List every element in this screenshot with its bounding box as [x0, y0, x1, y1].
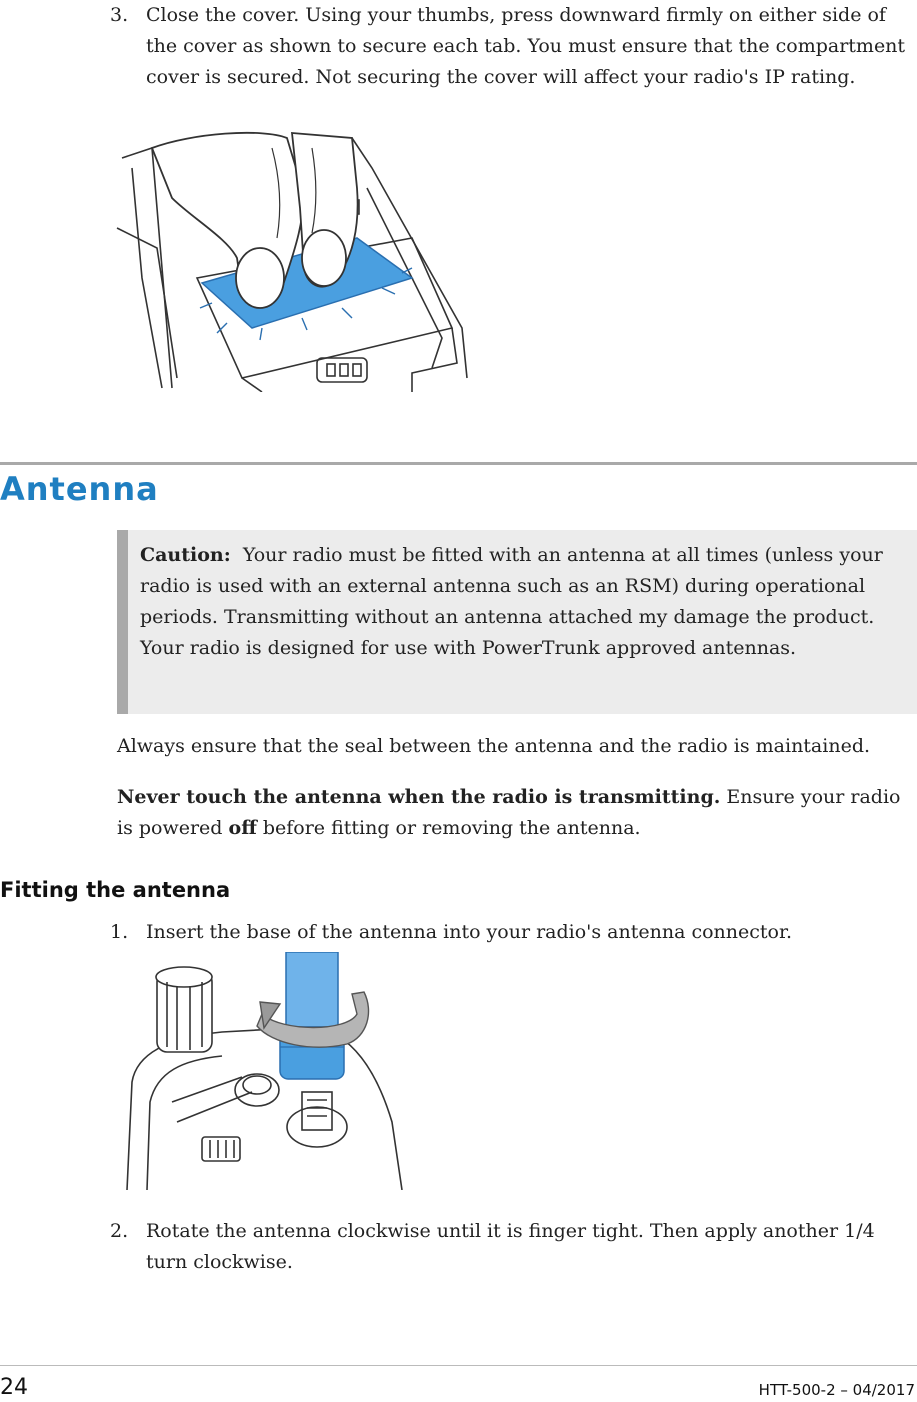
step-2-number: 2.	[110, 1220, 129, 1242]
caution-content	[140, 540, 910, 664]
caution-box	[117, 530, 917, 714]
transmit-warning-text-b: before fitting or removing the antenna.	[256, 817, 641, 839]
page-number: 24	[0, 1375, 28, 1400]
subsection-title-fitting: Fitting the antenna	[0, 878, 231, 902]
step-1-text: Insert the base of the antenna into your radio's antenna connector.	[146, 921, 793, 943]
transmit-warning-text-a: Ensure your radio is powered	[117, 786, 901, 839]
step-3-text: Close the cover. Using your thumbs, press downward firmly on either side of the cover as shown to secure each tab. You must ensure that the compartment cover is secured. Not securing the cover will affect your radio's IP rating.	[146, 4, 906, 88]
antenna-insert-illustration	[112, 952, 408, 1190]
footer-divider	[0, 1365, 917, 1366]
cover-press-illustration	[112, 128, 470, 392]
step-3-number: 3.	[110, 4, 129, 26]
document-id: HTT-500-2 – 04/2017	[758, 1381, 915, 1399]
caution-label: Caution:	[140, 544, 231, 566]
caution-text: Your radio must be fitted with an antenna at all times (unless your radio is used with an external antenna such as an RSM) during operational periods. Transmitting without an antenna attached my damage the product. Your radio is designed for use with PowerTrunk approved antennas.	[140, 544, 883, 659]
section-title-antenna: Antenna	[0, 470, 159, 508]
transmit-warning-bold: Never touch the antenna when the radio is transmitting.	[117, 786, 721, 808]
step-2-text: Rotate the antenna clockwise until it is finger tight. Then apply another 1/4 turn clockwise.	[146, 1220, 875, 1273]
transmit-warning-paragraph	[117, 782, 917, 844]
seal-paragraph: Always ensure that the seal between the antenna and the radio is maintained.	[117, 735, 871, 757]
step-1-number: 1.	[110, 921, 129, 943]
power-off-word: off	[228, 817, 257, 839]
section-divider	[0, 462, 917, 465]
